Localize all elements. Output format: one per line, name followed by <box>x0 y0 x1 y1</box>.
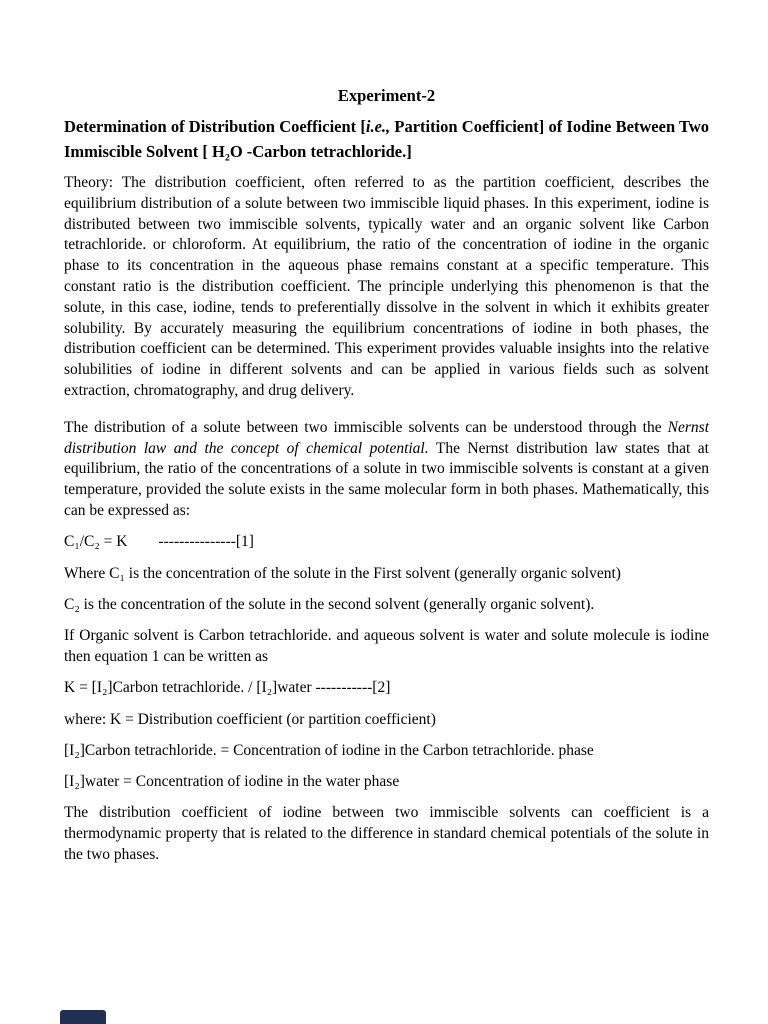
document-heading <box>64 114 709 164</box>
c2-definition-paragraph: C₂ is the concentration of the solute in the second solvent (generally organic solvent). <box>64 595 595 613</box>
nernst-text-italic: Nernst distribution law and the concept of chemical potential. <box>64 418 709 457</box>
corner-badge[interactable] <box>60 1010 106 1024</box>
page-content <box>64 83 709 876</box>
equation-1: C₁/C₂ = K ---------------[1] <box>64 533 254 551</box>
nernst-text-pre: The distribution of a solute between two immiscible solvents can be understood through the <box>64 418 668 436</box>
page-title: Experiment-2 <box>337 86 436 105</box>
substitution-intro-paragraph: If Organic solvent is Carbon tetrachloride. and aqueous solvent is water and solute molecule is iodine then equation 1 can be written as <box>64 627 709 665</box>
theory-paragraph: Theory: The distribution coefficient, often referred to as the partition coefficient, describes the equilibrium distribution of a solute between two immiscible liquid phases. In this experiment, iodine is distributed between two immiscible solvents, typically water and an organic solvent like Carbon tetrachloride. or chloroform. At equilibrium, the ratio of the concentration of iodine in the organic phase to its concentration in the aqueous phase remains constant at a specific temperature. This constant ratio is the distribution coefficient. The principle underlying this phenomenon is that the solute, in this case, iodine, tends to preferentially dissolve in the solvent in which it exhibits greater solubility. By accurately measuring the equilibrium concentrations of iodine in both phases, the distribution coefficient can be determined. This experiment provides valuable insights into the relative solubilities of iodine in different solvents and can be applied in various fields such as solvent extraction, chromatography, and drug delivery. <box>64 174 709 399</box>
heading-text-post: Partition Coefficient] of Iodine Between Two Immiscible Solvent [ H₂O -Carbon tetrachloride.] <box>64 117 709 161</box>
where-c1-paragraph: Where C₁ is the concentration of the solute in the First solvent (generally organic solvent) <box>64 564 621 582</box>
closing-paragraph: The distribution coefficient of iodine between two immiscible solvents can coefficient is a thermodynamic property that is related to the difference in standard chemical potentials of the solute in the two phases. <box>64 804 709 864</box>
heading-text-pre: Determination of Distribution Coefficient [ <box>64 117 366 136</box>
nernst-text-post: The Nernst distribution law states that at equilibrium, the ratio of the concentrations of a solute in two immiscible solvents is constant at a given temperature, provided the solute exists in the same molecular form in both phases. Mathematically, this can be expressed as: <box>64 439 709 519</box>
equation-2: K = [I₂]Carbon tetrachloride. / [I₂]water -----------[2] <box>64 679 391 697</box>
where-k-paragraph: where: K = Distribution coefficient (or partition coefficient) <box>64 710 436 728</box>
i2-ccl4-definition-paragraph: [I₂]Carbon tetrachloride. = Concentration of iodine in the Carbon tetrachloride. phase <box>64 741 594 759</box>
i2-water-definition-paragraph: [I₂]water = Concentration of iodine in the water phase <box>64 773 400 791</box>
nernst-paragraph <box>64 418 709 522</box>
heading-text-italic: i.e., <box>365 117 391 136</box>
